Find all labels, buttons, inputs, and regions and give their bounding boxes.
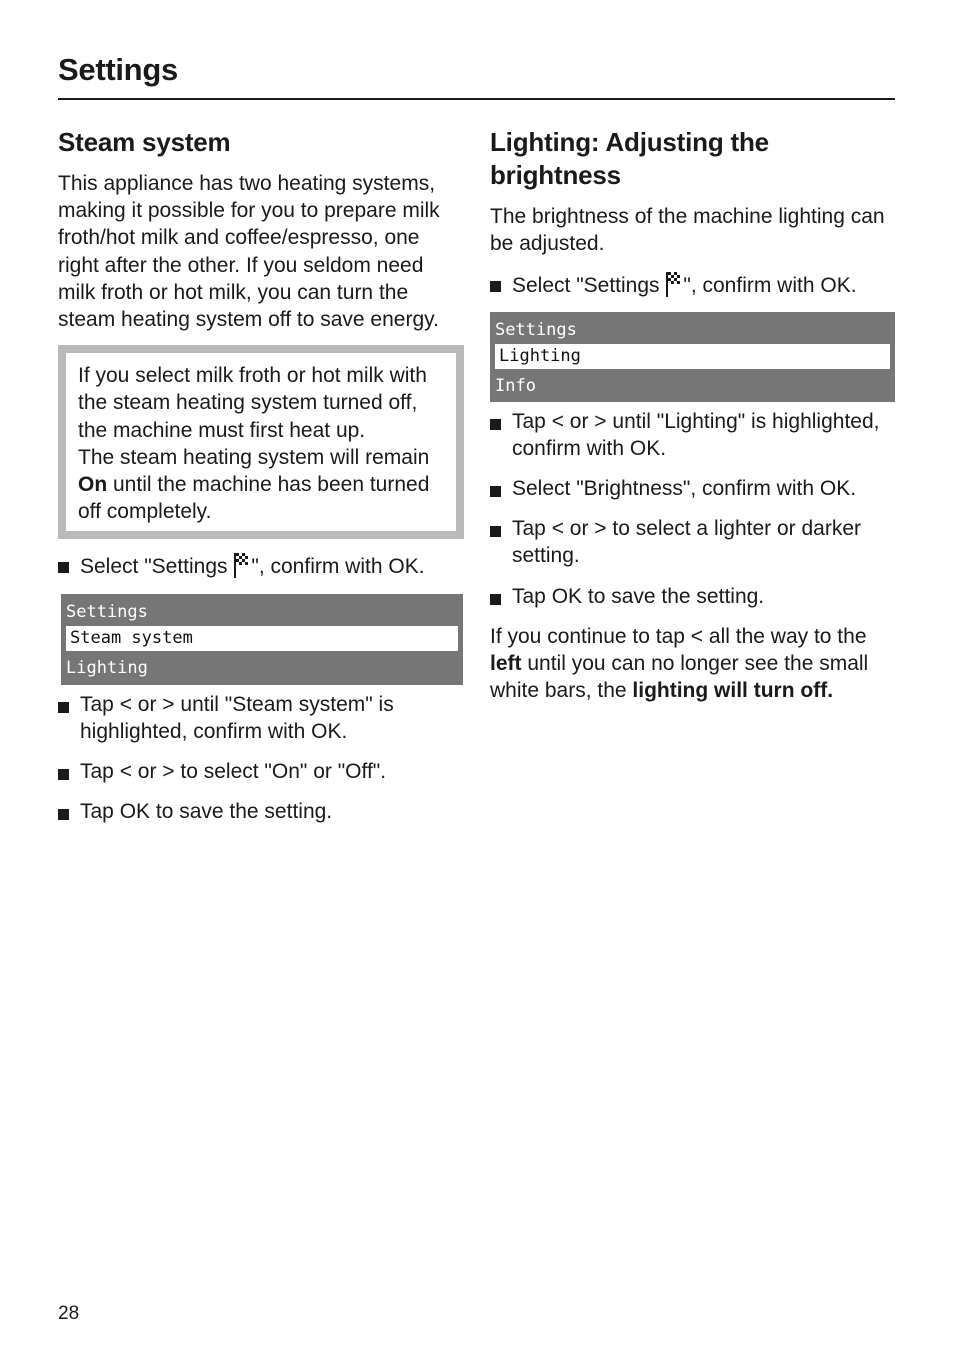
page-number: 28 [58, 1303, 80, 1324]
steam-system-intro: This appliance has two heating systems, making it possible for you to prepare milk froth/hot milk and coffee/espresso, one right after the other. If you seldom need milk froth or hot milk, you can turn the steam heating system off to save energy. [58, 172, 440, 332]
closing-bold-left: left [490, 652, 522, 676]
note-line-1: If you select milk froth or hot milk with the steam heating system turned off, the machine must first heat up. [78, 364, 427, 442]
step-text-start: Select "Settings [512, 274, 666, 298]
step-text: Tap < or > to select a lighter or darker setting. [512, 517, 862, 568]
page-title: Settings [58, 52, 178, 87]
step-text-end: ", confirm with OK. [683, 274, 857, 298]
settings-flag-icon [665, 270, 683, 298]
lighting-heading: Lighting: Adjusting the brightness [490, 127, 769, 190]
display-row-settings: Settings [495, 319, 577, 340]
display-row-selected: Steam system [66, 626, 458, 651]
display-steam-system [61, 594, 463, 685]
right-step-3 [490, 515, 896, 569]
square-bullet-icon [58, 562, 69, 573]
left-step-2 [58, 758, 464, 785]
right-step-4 [490, 583, 896, 610]
steam-system-section [58, 126, 464, 825]
note-box [58, 345, 464, 539]
note-line-2 [78, 444, 444, 526]
step-text-end: ", confirm with OK. [251, 555, 425, 579]
square-bullet-icon [490, 526, 501, 537]
display-row-selected: Lighting [495, 344, 890, 369]
step-text-start: Select "Settings [80, 555, 234, 579]
step-text: Tap OK to save the setting. [512, 584, 765, 608]
left-step-3 [58, 798, 464, 825]
closing-text-2: until you can no longer see the small white bars, the [490, 652, 869, 703]
right-step-select-settings [490, 270, 896, 299]
square-bullet-icon [58, 702, 69, 713]
left-step-1 [58, 691, 464, 745]
note-bold-on: On [78, 473, 108, 497]
lighting-closing [490, 623, 896, 705]
left-step-select-settings [58, 551, 464, 580]
note-line-2-end: until the machine has been turned off completely. [78, 473, 430, 524]
right-step-1 [490, 408, 896, 462]
lighting-section [490, 126, 896, 704]
note-line-2-start: The steam heating system will remain [78, 445, 430, 469]
step-text: Select "Brightness", confirm with OK. [512, 477, 857, 501]
square-bullet-icon [490, 419, 501, 430]
step-text: Tap < or > until "Lighting" is highlighted, confirm with OK. [512, 409, 880, 460]
title-divider [58, 98, 895, 100]
square-bullet-icon [58, 809, 69, 820]
display-row-lighting: Lighting [66, 657, 148, 678]
steam-system-heading: Steam system [58, 127, 231, 157]
square-bullet-icon [490, 281, 501, 292]
closing-bold-lighting-off: lighting will turn off. [632, 679, 834, 703]
square-bullet-icon [490, 486, 501, 497]
display-lighting [490, 312, 895, 402]
closing-text-1: If you continue to tap < all the way to the [490, 624, 867, 648]
lighting-intro: The brightness of the machine lighting can be adjusted. [490, 205, 885, 256]
step-text: Tap < or > to select "On" or "Off". [80, 760, 387, 784]
right-step-2 [490, 475, 896, 502]
display-row-info: Info [495, 375, 536, 396]
display-row-settings: Settings [66, 601, 148, 622]
step-text: Tap OK to save the setting. [80, 800, 333, 824]
settings-flag-icon [233, 551, 251, 579]
step-text: Tap < or > until "Steam system" is highlighted, confirm with OK. [80, 692, 394, 743]
square-bullet-icon [490, 594, 501, 605]
square-bullet-icon [58, 769, 69, 780]
